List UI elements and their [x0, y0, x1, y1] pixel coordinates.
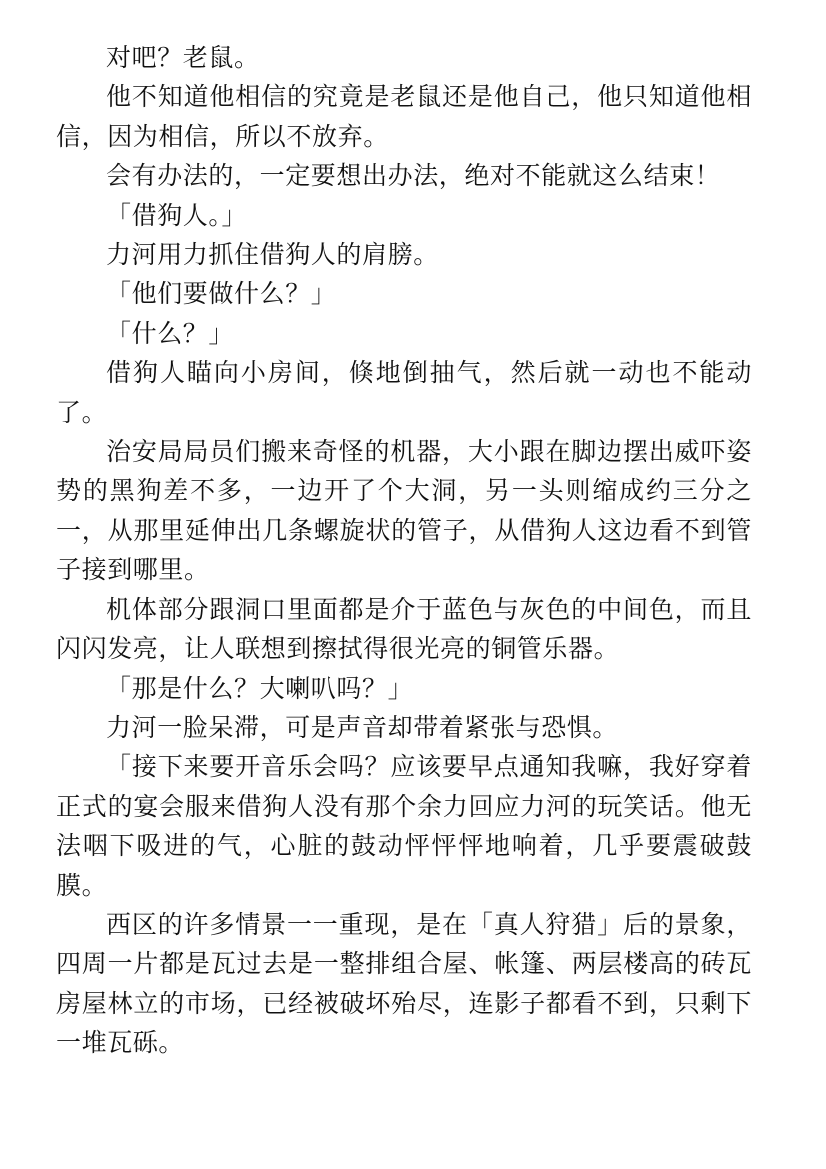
paragraph: 「什么？」: [106, 318, 235, 348]
paragraph: 对吧？老鼠。: [106, 43, 260, 72]
paragraph: 「接下来要开音乐会吗？应该要早点通知我嘛，我好穿着正式的宴会服来借狗人没有那个余力回应力河的玩笑话。他无法咽下吸进的气，心脏的鼓动怦怦怦地响着，几乎要震破鼓膜。: [56, 752, 752, 900]
paragraph: 他不知道他相信的究竟是老鼠还是他自己，他只知道他相信，因为相信，所以不放弃。: [56, 82, 752, 151]
paragraph: 借狗人瞄向小房间，倏地倒抽气，然后就一动也不能动了。: [56, 358, 752, 427]
paragraph: 会有办法的，一定要想出办法，绝对不能就这么结束！: [106, 161, 721, 191]
paragraph: 力河用力抓住借狗人的肩膀。: [106, 240, 439, 270]
paragraph: 治安局局员们搬来奇怪的机器，大小跟在脚边摆出威吓姿势的黑狗差不多，一边开了个大洞，另一头则缩成约三分之一，从那里延伸出几条螺旋状的管子，从借狗人这边看不到管子接到哪里。: [56, 437, 752, 585]
paragraph: 西区的许多情景一一重现，是在「真人狩猎」后的景象，四周一片都是瓦过去是一整排组合屋、帐篷、两层楼高的砖瓦房屋林立的市场，已经被破坏殆尽，连影子都看不到，只剩下一堆瓦砾。: [56, 909, 752, 1058]
paragraph: 「他们要做什么？」: [106, 279, 337, 309]
paragraph: 力河一脸呆滞，可是声音却带着紧张与恐惧。: [106, 712, 619, 742]
paragraph: 机体部分跟洞口里面都是介于蓝色与灰色的中间色，而且闪闪发亮，让人联想到擦拭得很光亮的铜管乐器。: [56, 594, 752, 664]
page-body: [56, 38, 752, 1063]
paragraph: 「那是什么？大喇叭吗？」: [106, 673, 414, 703]
paragraph: 「借狗人。」: [106, 200, 248, 230]
